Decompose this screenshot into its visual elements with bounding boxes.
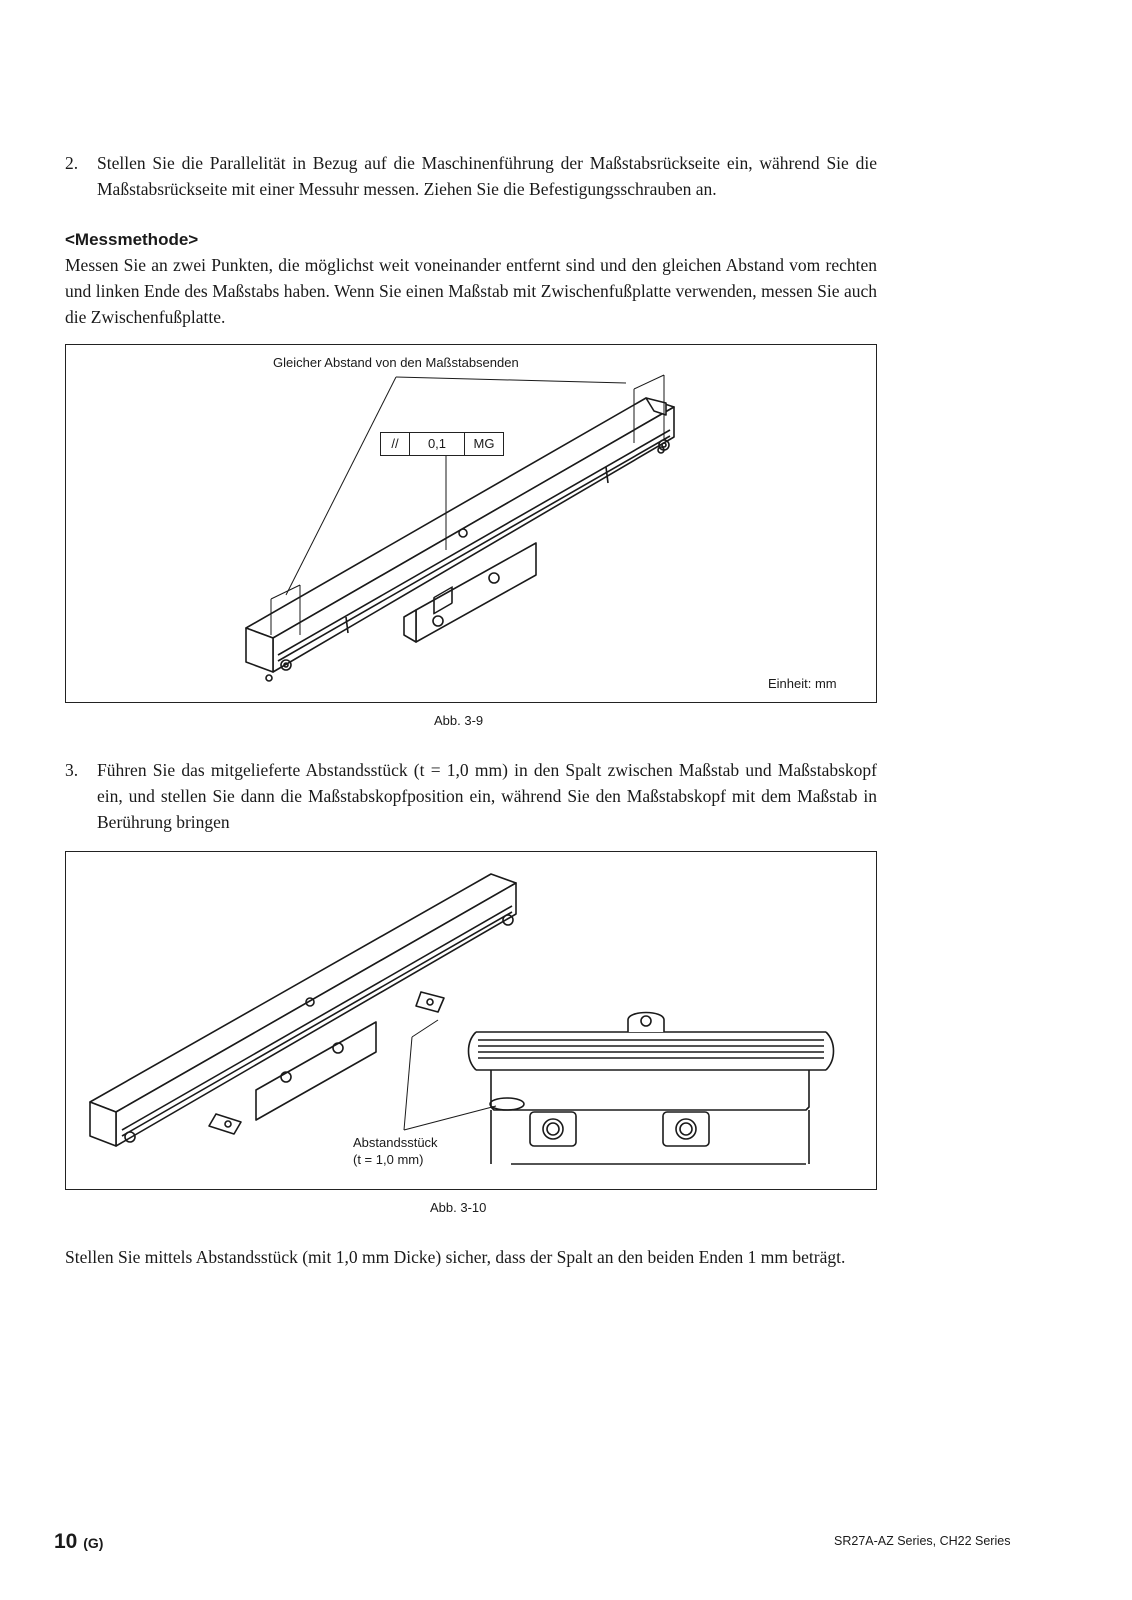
step-3	[65, 757, 877, 835]
spacer-label: Abstandsstück	[353, 1135, 438, 1150]
figure-3-9	[65, 344, 877, 703]
method-heading: <Messmethode>	[65, 230, 199, 249]
step-2	[65, 150, 877, 202]
unit-label: Einheit: mm	[768, 676, 837, 691]
tolerance-value: 0,1	[410, 433, 465, 455]
tolerance-frame	[380, 432, 504, 456]
step-text: Führen Sie das mitgelieferte Abstandsstück (t = 1,0 mm) in den Spalt zwischen Maßstab und Maßstabskopf ein, und stellen Sie dann die Maßstabskopfposition ein, während Sie den Maßstabskopf mit dem Maßstab in Berührung bringen	[97, 760, 877, 832]
language-code: (G)	[83, 1535, 104, 1551]
tolerance-datum: MG	[473, 436, 495, 451]
equal-distance-label: Gleicher Abstand von den Maßstabsenden	[273, 355, 519, 370]
spacer-thickness-label: (t = 1,0 mm)	[353, 1152, 424, 1167]
page-number-value: 10	[54, 1530, 78, 1553]
figure-3-10	[65, 851, 877, 1190]
spacer-illustration	[66, 852, 876, 1189]
parallelism-symbol: //	[381, 433, 410, 455]
page-number	[54, 1530, 103, 1554]
step-text: Stellen Sie die Parallelität in Bezug auf die Maschinenführung der Maßstabsrückseite ein, während Sie die Maßstabsrückseite mit einer Messuhr messen. Ziehen Sie die Befestigungsschrauben an.	[97, 153, 877, 199]
figure-caption-3-10: Abb. 3-10	[430, 1200, 487, 1215]
scale-illustration	[66, 345, 876, 702]
closing-text: Stellen Sie mittels Abstandsstück (mit 1,0 mm Dicke) sicher, dass der Spalt an den beiden Enden 1 mm beträgt.	[65, 1247, 846, 1267]
series-label: SR27A-AZ Series, CH22 Series	[834, 1534, 1011, 1548]
step-number: 2.	[65, 153, 79, 173]
method-text: Messen Sie an zwei Punkten, die möglichst weit voneinander entfernt sind und den gleichen Abstand vom rechten und linken Ende des Maßstabs haben. Wenn Sie einen Maßstab mit Zwischenfußplatte verwenden, messen Sie auch die Zwischenfußplatte.	[65, 255, 877, 327]
figure-caption-3-9: Abb. 3-9	[434, 713, 484, 728]
step-number: 3.	[65, 760, 79, 780]
